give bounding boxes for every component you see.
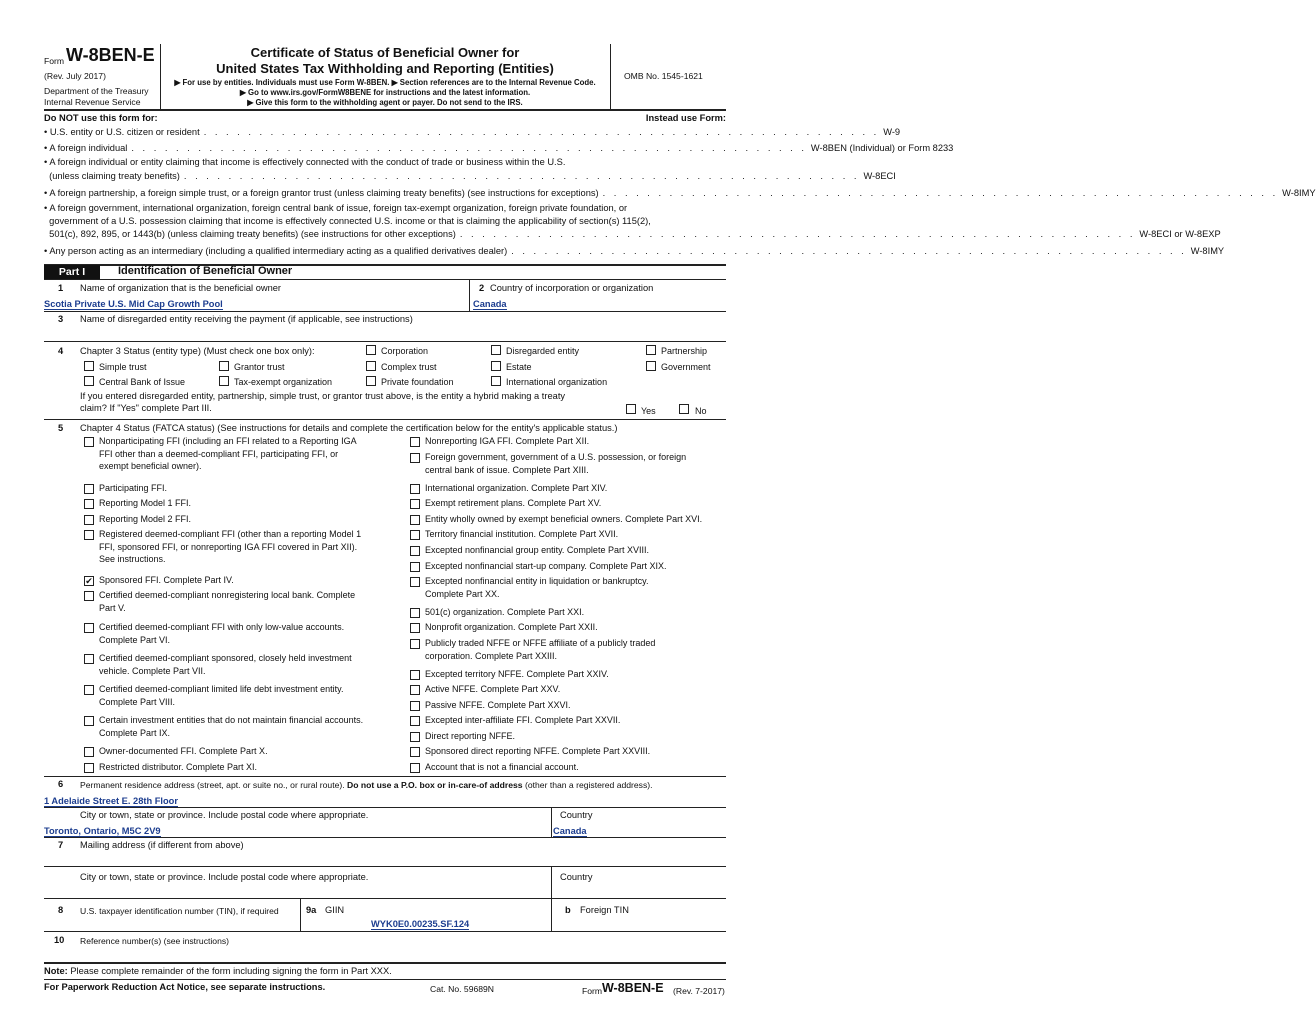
donot-row-form: W-8IMY bbox=[1190, 246, 1225, 256]
dept-treasury: Department of the Treasury bbox=[44, 86, 149, 96]
line4-num: 4 bbox=[58, 346, 64, 356]
permanent-address-field[interactable]: 1 Adelaide Street E. 28th Floor bbox=[44, 796, 178, 806]
fatca-right-0-label: Nonreporting IGA FFI. Complete Part XII. bbox=[425, 436, 590, 446]
line6-country-label: Country bbox=[560, 810, 593, 820]
line6-label: Permanent residence address (street, apt. or suite no., or rural route). Do not use a P.O. box or in-care-of address (other than a registered address). bbox=[80, 780, 653, 790]
fatca-right-9-checkbox[interactable] bbox=[410, 608, 420, 618]
fatca-left-8-checkbox[interactable] bbox=[84, 654, 94, 664]
footer-form-word: Form bbox=[582, 986, 603, 996]
form-instruction-1: ▶ For use by entities. Individuals must use Form W-8BEN. ▶ Section references are to the Internal Revenue Code. bbox=[174, 78, 596, 87]
fatca-right-18-checkbox[interactable] bbox=[410, 763, 420, 773]
chapter3-corporation-label: Corporation bbox=[381, 346, 429, 356]
donot-row bbox=[44, 203, 726, 213]
dept-irs: Internal Revenue Service bbox=[44, 97, 141, 107]
fatca-left-2-label: Reporting Model 1 FFI. bbox=[99, 498, 192, 508]
fatca-right-15-checkbox[interactable] bbox=[410, 716, 420, 726]
fatca-right-5-label: Territory financial institution. Complete Part XVII. bbox=[425, 529, 619, 539]
chapter3-complex-trust-label: Complex trust bbox=[381, 362, 437, 372]
part-title: Identification of Beneficial Owner bbox=[118, 265, 293, 277]
chapter3-simple-trust-label: Simple trust bbox=[99, 362, 147, 372]
line7-num: 7 bbox=[58, 840, 64, 850]
donot-row-form: W-8ECI bbox=[863, 171, 896, 181]
chapter3-government-label: Government bbox=[661, 362, 711, 372]
fatca-left-9-label: Certified deemed-compliant limited life debt investment entity. bbox=[99, 684, 344, 694]
fatca-left-1-label: Participating FFI. bbox=[99, 483, 168, 493]
fatca-right-13-label: Active NFFE. Complete Part XXV. bbox=[425, 684, 561, 694]
donot-row-text: 501(c), 892, 895, or 1443(b) (unless claiming treaty benefits) (see instructions for other exceptions) bbox=[44, 229, 456, 239]
fatca-right-1-label: Foreign government, government of a U.S. possession, or foreign bbox=[425, 452, 687, 462]
fatca-right-14-label: Passive NFFE. Complete Part XXVI. bbox=[425, 700, 571, 710]
fatca-left-7-label: Complete Part VI. bbox=[99, 634, 171, 645]
fatca-right-17-label: Sponsored direct reporting NFFE. Complete Part XXVIII. bbox=[425, 746, 651, 756]
chapter3-international-organization-checkbox[interactable] bbox=[491, 376, 501, 386]
donot-row bbox=[44, 216, 726, 226]
chapter3-grantor-trust-checkbox[interactable] bbox=[219, 361, 229, 371]
form-title-line1: Certificate of Status of Beneficial Owner for bbox=[250, 45, 520, 60]
donot-row bbox=[44, 171, 896, 181]
country-of-incorporation-field[interactable]: Canada bbox=[473, 299, 507, 309]
chapter3-disregarded-entity-label: Disregarded entity bbox=[506, 346, 580, 356]
part-label: Part I bbox=[44, 265, 100, 279]
fatca-left-12-checkbox[interactable] bbox=[84, 763, 94, 773]
line2-label: Country of incorporation or organization bbox=[490, 283, 654, 293]
chapter3-private-foundation-label: Private foundation bbox=[381, 377, 454, 387]
fatca-right-7-label: Excepted nonfinancial start-up company. Complete Part XIX. bbox=[425, 561, 667, 571]
chapter3-government-checkbox[interactable] bbox=[646, 361, 656, 371]
fatca-right-8-label: Excepted nonfinancial entity in liquidation or bankruptcy. bbox=[425, 576, 649, 586]
fatca-left-2-checkbox[interactable] bbox=[84, 499, 94, 509]
fatca-right-11-label: Publicly traded NFFE or NFFE affiliate of a publicly traded bbox=[425, 638, 656, 648]
fatca-right-7-checkbox[interactable] bbox=[410, 562, 420, 572]
donot-row bbox=[44, 229, 1221, 239]
hybrid-yes-label: Yes bbox=[641, 406, 656, 416]
fatca-right-16-label: Direct reporting NFFE. bbox=[425, 731, 516, 741]
donot-row-text: (unless claiming treaty benefits) bbox=[44, 171, 180, 181]
chapter3-grantor-trust-label: Grantor trust bbox=[234, 362, 285, 372]
fatca-right-1-label: central bank of issue. Complete Part XIII. bbox=[425, 464, 589, 475]
fatca-left-1-checkbox[interactable] bbox=[84, 484, 94, 494]
fatca-right-2-label: International organization. Complete Part XIV. bbox=[425, 483, 608, 493]
fatca-left-10-checkbox[interactable] bbox=[84, 716, 94, 726]
fatca-left-11-checkbox[interactable] bbox=[84, 747, 94, 757]
fatca-right-5-checkbox[interactable] bbox=[410, 530, 420, 540]
hybrid-yes-checkbox[interactable] bbox=[626, 404, 636, 414]
fatca-left-3-label: Reporting Model 2 FFI. bbox=[99, 514, 192, 524]
line7-city-label: City or town, state or province. Include postal code where appropriate. bbox=[80, 872, 369, 882]
fatca-left-6-label: Part V. bbox=[99, 602, 126, 613]
fatca-right-4-checkbox[interactable] bbox=[410, 515, 420, 525]
donot-row bbox=[44, 157, 726, 167]
chapter3-partnership-checkbox[interactable] bbox=[646, 345, 656, 355]
fatca-right-10-checkbox[interactable] bbox=[410, 623, 420, 633]
fatca-left-7-checkbox[interactable] bbox=[84, 623, 94, 633]
fatca-left-12-label: Restricted distributor. Complete Part XI. bbox=[99, 762, 258, 772]
leader-dots: . . . . . . . . . . . . . . . . . . . . . . . . . . . . . . . . . . . . . . . . . . . . . . . . . . . . . . . . . . . . . bbox=[602, 188, 1279, 198]
fatca-left-6-label: Certified deemed-compliant nonregistering local bank. Complete bbox=[99, 590, 356, 600]
fatca-left-4-label: Registered deemed-compliant FFI (other than a reporting Model 1 bbox=[99, 529, 362, 539]
line9b-num: b bbox=[565, 905, 571, 915]
line1-label: Name of organization that is the beneficial owner bbox=[80, 283, 282, 293]
fatca-right-8-checkbox[interactable] bbox=[410, 577, 420, 587]
chapter3-estate-label: Estate bbox=[506, 362, 532, 372]
donot-row bbox=[44, 143, 954, 153]
instead-heading: Instead use Form: bbox=[645, 113, 726, 123]
fatca-right-0-checkbox[interactable] bbox=[410, 437, 420, 447]
leader-dots: . . . . . . . . . . . . . . . . . . . . . . . . . . . . . . . . . . . . . . . . . . . . . . . . . . . . . . . . . . . . . bbox=[131, 143, 807, 153]
chapter3-international-organization-label: International organization bbox=[506, 377, 608, 387]
chapter3-tax-exempt-organization-checkbox[interactable] bbox=[219, 376, 229, 386]
fatca-right-2-checkbox[interactable] bbox=[410, 484, 420, 494]
fatca-left-5-checkbox[interactable]: ✔ bbox=[85, 576, 93, 586]
chapter3-central-bank-of-issue-checkbox[interactable] bbox=[84, 376, 94, 386]
fatca-right-8-label: Complete Part XX. bbox=[425, 588, 500, 599]
line6-city-label: City or town, state or province. Include postal code where appropriate. bbox=[80, 810, 369, 820]
donot-row-text: • U.S. entity or U.S. citizen or resident bbox=[44, 127, 200, 137]
fatca-left-10-label: Complete Part IX. bbox=[99, 727, 171, 738]
line8-label: U.S. taxpayer identification number (TIN), if required bbox=[80, 906, 279, 916]
line6-num: 6 bbox=[58, 779, 64, 789]
leader-dots: . . . . . . . . . . . . . . . . . . . . . . . . . . . . . . . . . . . . . . . . . . . . . . . . . . . . . . . . . . . . . bbox=[511, 246, 1187, 256]
fatca-right-6-checkbox[interactable] bbox=[410, 546, 420, 556]
donot-row bbox=[44, 188, 1316, 198]
line9b-label: Foreign TIN bbox=[580, 905, 629, 915]
fatca-right-14-checkbox[interactable] bbox=[410, 701, 420, 711]
line3-label: Name of disregarded entity receiving the payment (if applicable, see instructions) bbox=[80, 314, 413, 324]
paperwork-notice: For Paperwork Reduction Act Notice, see separate instructions. bbox=[44, 982, 326, 992]
line2-num: 2 bbox=[479, 283, 485, 293]
donot-row-text: • A foreign individual bbox=[44, 143, 128, 153]
line8-num: 8 bbox=[58, 905, 64, 915]
fatca-left-4-label: FFI, sponsored FFI, or nonreporting IGA FFI covered in Part XII). bbox=[99, 541, 358, 552]
hybrid-no-label: No bbox=[695, 406, 707, 416]
donot-heading: Do NOT use this form for: bbox=[44, 113, 158, 123]
fatca-left-4-checkbox[interactable] bbox=[84, 530, 94, 540]
line7-label: Mailing address (if different from above) bbox=[80, 840, 244, 850]
fatca-right-15-label: Excepted inter-affiliate FFI. Complete Part XXVII. bbox=[425, 715, 621, 725]
line9a-label: GIIN bbox=[325, 905, 345, 915]
form-instruction-3: ▶ Give this form to the withholding agent or payer. Do not send to the IRS. bbox=[247, 98, 523, 107]
fatca-right-17-checkbox[interactable] bbox=[410, 747, 420, 757]
line7-country-label: Country bbox=[560, 872, 593, 882]
line5-num: 5 bbox=[58, 423, 64, 433]
fatca-left-7-label: Certified deemed-compliant FFI with only low-value accounts. bbox=[99, 622, 345, 632]
line5-label: Chapter 4 Status (FATCA status) (See instructions for details and complete the certification below for the entity's applicable status.) bbox=[80, 423, 618, 433]
fatca-right-11-label: corporation. Complete Part XXIII. bbox=[425, 650, 558, 661]
fatca-right-4-label: Entity wholly owned by exempt beneficial owners. Complete Part XVI. bbox=[425, 514, 703, 524]
line1-num: 1 bbox=[58, 283, 64, 293]
chapter3-corporation-checkbox[interactable] bbox=[366, 345, 376, 355]
giin-field[interactable]: WYK0E0.00235.SF.124 bbox=[371, 919, 470, 929]
chapter3-central-bank-of-issue-label: Central Bank of Issue bbox=[99, 377, 186, 387]
residence-country-field[interactable]: Canada bbox=[553, 826, 587, 836]
fatca-left-3-checkbox[interactable] bbox=[84, 515, 94, 525]
fatca-left-10-label: Certain investment entities that do not maintain financial accounts. bbox=[99, 715, 364, 725]
chapter3-complex-trust-checkbox[interactable] bbox=[366, 361, 376, 371]
donot-row-form: W-8BEN (Individual) or Form 8233 bbox=[810, 143, 954, 153]
chapter3-partnership-label: Partnership bbox=[661, 346, 708, 356]
form-title-line2: United States Tax Withholding and Reporting (Entities) bbox=[216, 61, 554, 76]
form-name: W-8BEN-E bbox=[66, 45, 155, 65]
fatca-left-6-checkbox[interactable] bbox=[84, 591, 94, 601]
donot-row bbox=[44, 127, 901, 137]
chapter3-simple-trust-checkbox[interactable] bbox=[84, 361, 94, 371]
form-revision: (Rev. July 2017) bbox=[44, 71, 106, 81]
fatca-left-8-label: Certified deemed-compliant sponsored, closely held investment bbox=[99, 653, 352, 663]
fatca-left-0-label: FFI other than a deemed-compliant FFI, participating FFI, or bbox=[99, 448, 339, 459]
line9a-num: 9a bbox=[306, 905, 317, 915]
donot-row-text: • A foreign individual or entity claiming that income is effectively connected with the conduct of trade or business within the U.S. bbox=[44, 157, 566, 167]
form-instruction-2: ▶ Go to www.irs.gov/FormW8BENE for instructions and the latest information. bbox=[239, 88, 531, 97]
fatca-right-6-label: Excepted nonfinancial group entity. Complete Part XVIII. bbox=[425, 545, 649, 555]
fatca-right-9-label: 501(c) organization. Complete Part XXI. bbox=[425, 607, 585, 617]
fatca-left-9-checkbox[interactable] bbox=[84, 685, 94, 695]
fatca-left-0-label: Nonparticipating FFI (including an FFI related to a Reporting IGA bbox=[99, 436, 357, 446]
line10-label: Reference number(s) (see instructions) bbox=[80, 936, 230, 946]
fatca-left-9-label: Complete Part VIII. bbox=[99, 696, 176, 707]
city-postal-field[interactable]: Toronto, Ontario, M5C 2V9 bbox=[44, 826, 161, 836]
fatca-left-4-label: See instructions. bbox=[99, 554, 166, 564]
donot-row-form: W-8IMY bbox=[1282, 188, 1316, 198]
donot-row-text: • A foreign government, international organization, foreign central bank of issue, foreign tax-exempt organization, foreign private foundation, or bbox=[44, 203, 628, 213]
form-word: Form bbox=[44, 56, 65, 66]
chapter3-estate-checkbox[interactable] bbox=[491, 361, 501, 371]
organization-name-field[interactable]: Scotia Private U.S. Mid Cap Growth Pool bbox=[44, 299, 223, 309]
fatca-left-0-label: exempt beneficial owner). bbox=[99, 461, 202, 471]
fatca-right-13-checkbox[interactable] bbox=[410, 685, 420, 695]
fatca-right-10-label: Nonprofit organization. Complete Part XXII. bbox=[425, 622, 598, 632]
fatca-right-12-checkbox[interactable] bbox=[410, 670, 420, 680]
leader-dots: . . . . . . . . . . . . . . . . . . . . . . . . . . . . . . . . . . . . . . . . . . . . . . . . . . . . . . . . . . . . . bbox=[183, 171, 860, 181]
donot-row-text: • Any person acting as an intermediary (including a qualified intermediary acting as a qualified derivatives dealer) bbox=[44, 246, 508, 256]
hybrid-question-line2: claim? If "Yes" complete Part III. bbox=[80, 403, 212, 413]
footer-note: Note: Please complete remainder of the form including signing the form in Part XXX. bbox=[44, 966, 392, 976]
donot-row-form: W-9 bbox=[883, 127, 901, 137]
donot-row bbox=[44, 246, 1225, 256]
fatca-left-5-label: Sponsored FFI. Complete Part IV. bbox=[99, 575, 234, 585]
fatca-right-18-label: Account that is not a financial account. bbox=[425, 762, 579, 772]
fatca-right-1-checkbox[interactable] bbox=[410, 453, 420, 463]
donot-row-form: W-8ECI or W-8EXP bbox=[1139, 229, 1221, 239]
fatca-right-16-checkbox[interactable] bbox=[410, 732, 420, 742]
fatca-left-8-label: vehicle. Complete Part VII. bbox=[99, 665, 206, 676]
line4-label: Chapter 3 Status (entity type) (Must check one box only): bbox=[80, 346, 315, 356]
fatca-right-12-label: Excepted territory NFFE. Complete Part XXIV. bbox=[425, 669, 609, 679]
catalog-number: Cat. No. 59689N bbox=[430, 984, 495, 994]
fatca-left-0-checkbox[interactable] bbox=[84, 437, 94, 447]
fatca-right-3-checkbox[interactable] bbox=[410, 499, 420, 509]
chapter3-private-foundation-checkbox[interactable] bbox=[366, 376, 376, 386]
hybrid-no-checkbox[interactable] bbox=[679, 404, 689, 414]
line10-num: 10 bbox=[54, 935, 65, 945]
omb-number: OMB No. 1545-1621 bbox=[624, 71, 703, 81]
leader-dots: . . . . . . . . . . . . . . . . . . . . . . . . . . . . . . . . . . . . . . . . . . . . . . . . . . . . . . . . . . . . . bbox=[203, 127, 880, 137]
donot-row-text: • A foreign partnership, a foreign simple trust, or a foreign grantor trust (unless claiming treaty benefits) (see instructions for exceptions) bbox=[44, 188, 599, 198]
donot-row-text: government of a U.S. possession claiming that income is effectively connected U.S. income or that is claiming the applicability of section(s) 115(2), bbox=[44, 216, 651, 226]
fatca-left-11-label: Owner-documented FFI. Complete Part X. bbox=[99, 746, 268, 756]
chapter3-tax-exempt-organization-label: Tax-exempt organization bbox=[234, 377, 333, 387]
footer-form-name: W-8BEN-E bbox=[602, 981, 664, 995]
leader-dots: . . . . . . . . . . . . . . . . . . . . . . . . . . . . . . . . . . . . . . . . . . . . . . . . . . . . . . . . . . . . . bbox=[459, 229, 1136, 239]
footer-revision: (Rev. 7-2017) bbox=[673, 986, 725, 996]
line3-num: 3 bbox=[58, 314, 64, 324]
fatca-right-11-checkbox[interactable] bbox=[410, 639, 420, 649]
fatca-right-3-label: Exempt retirement plans. Complete Part XV. bbox=[425, 498, 602, 508]
hybrid-question-line1: If you entered disregarded entity, partnership, simple trust, or grantor trust above, is the entity a hybrid making a treaty bbox=[80, 391, 566, 401]
chapter3-disregarded-entity-checkbox[interactable] bbox=[491, 345, 501, 355]
